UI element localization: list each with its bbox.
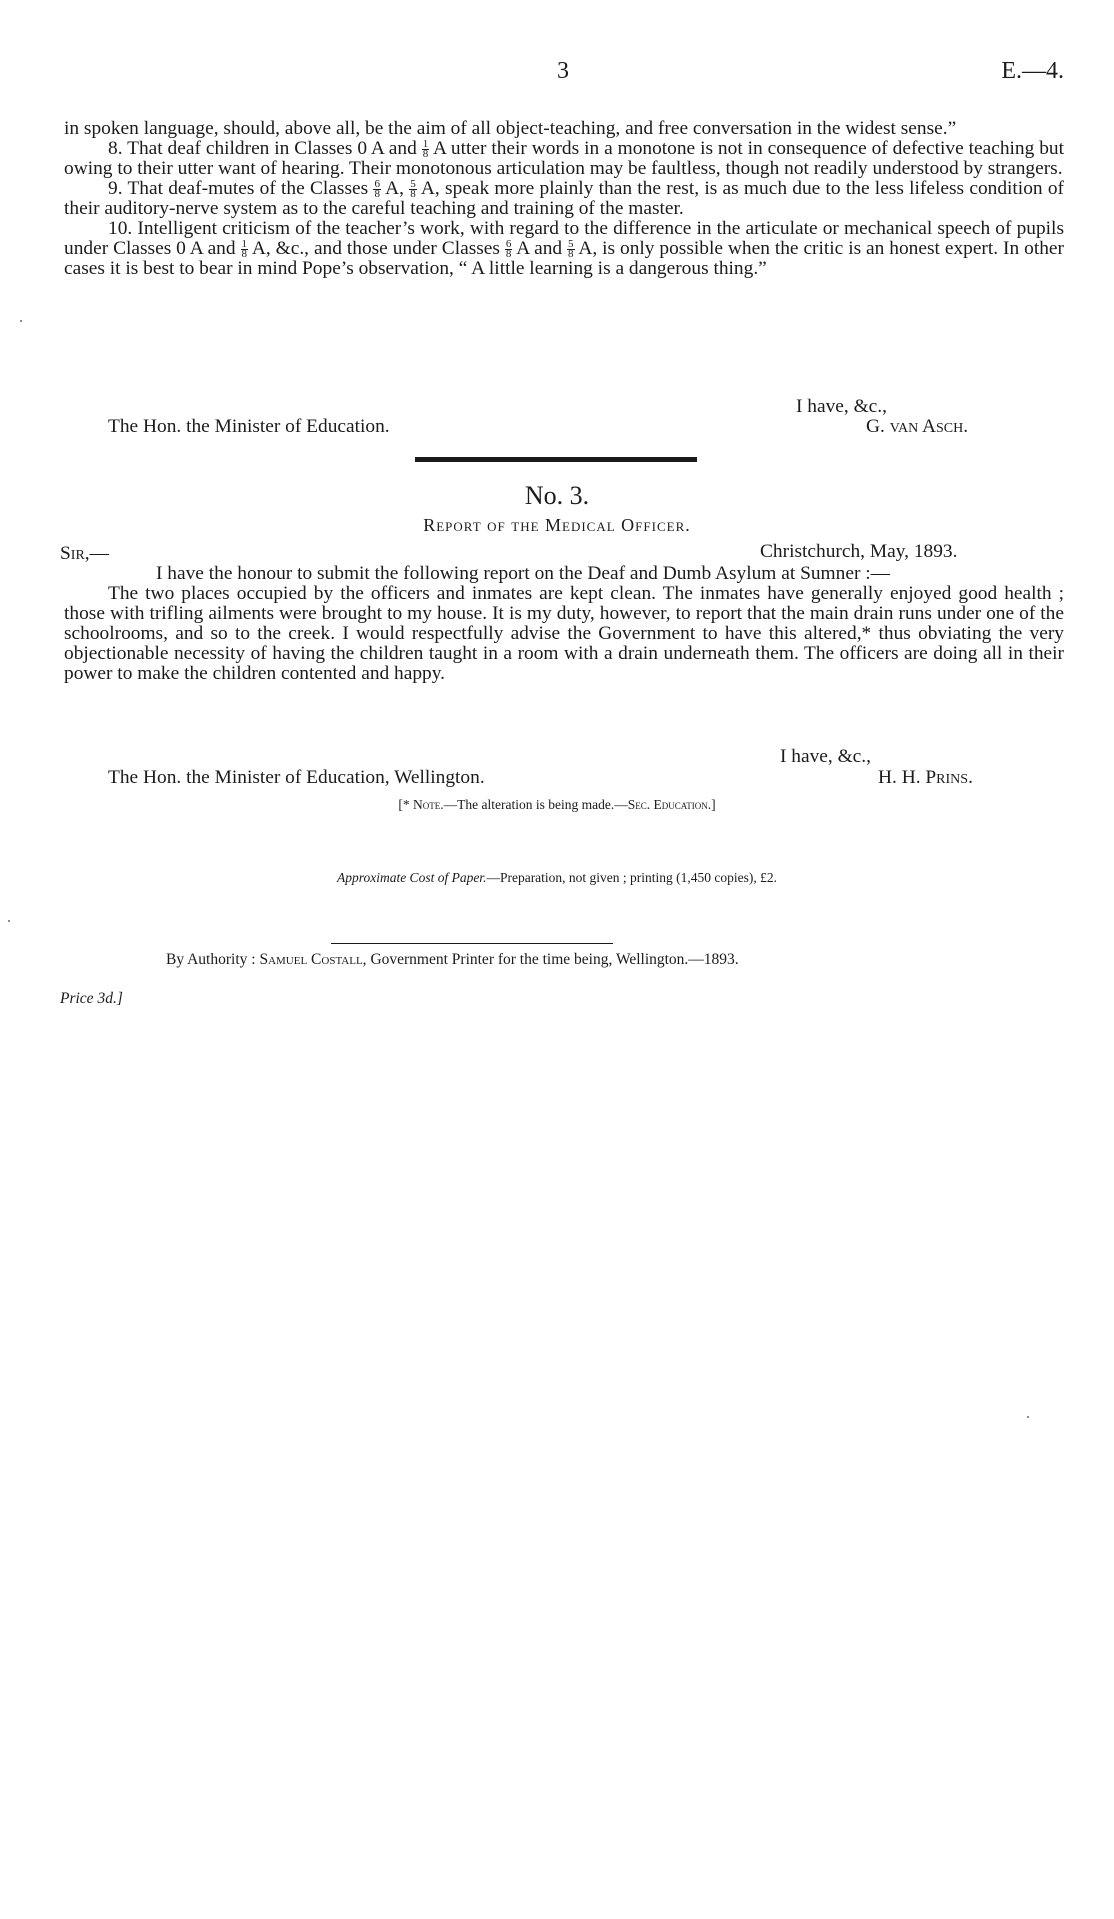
imprint-prefix: By Authority : xyxy=(166,951,260,968)
letter-2-closing: I have, &c., xyxy=(780,746,871,767)
paragraph-10-text-b: A, &c., and those under Classes xyxy=(248,238,505,260)
scan-speck xyxy=(8,920,10,922)
place-date: Christchurch, May, 1893. xyxy=(760,541,958,562)
fraction-denominator: 8 xyxy=(410,188,416,201)
imprint-printer: Samuel Costall, xyxy=(259,951,367,968)
paragraph-9 xyxy=(64,179,1064,219)
letter-2-signature: H. H. Prins. xyxy=(878,767,973,788)
document-reference: E.—4. xyxy=(1001,58,1064,84)
section-title: Report of the Medical Officer. xyxy=(423,515,691,535)
salutation: Sir,— xyxy=(60,543,110,564)
paragraph-10-text-c: A and xyxy=(512,238,568,260)
letter-2-paragraph: The two places occupied by the officers and inmates are kept clean. The inmates have generally enjoyed good health ; those with trifling ailments were brought to my house. It is my duty, however, to report that the main drain runs under one of the schoolrooms, and so to the creek. I would respectfully advise the Government to have this altered,* thus obviating the very objectionable necessity of having the children taught in a room with a drain underneath them. The officers are doing all in their power to make the children contented and happy. xyxy=(64,583,1064,684)
scan-speck xyxy=(1027,1416,1029,1418)
imprint-rule xyxy=(331,943,613,944)
paragraph-8 xyxy=(64,139,1064,179)
paragraph-10-text-a: 10. Intelligent criticism of the teacher’s work, with regard to the difference in the articulate or mechanical speech of pupils under Classes 0 A and xyxy=(64,218,1064,260)
note-source: Sec. Education. xyxy=(627,797,712,812)
paragraph-9-text-b: A, xyxy=(380,178,410,200)
letter-1-body xyxy=(64,119,1064,279)
letter-1-signature: G. van Asch. xyxy=(866,416,969,437)
paragraph-10 xyxy=(64,219,1064,279)
price: Price 3d.] xyxy=(60,990,123,1007)
cost-text: —Preparation, not given ; printing (1,450 copies), £2. xyxy=(486,870,778,885)
editorial-note xyxy=(0,797,1114,813)
letter-1-closing: I have, &c., xyxy=(796,396,887,417)
fraction-denominator: 8 xyxy=(505,248,512,261)
note-text: —The alteration is being made.— xyxy=(443,797,628,812)
fraction xyxy=(241,240,249,259)
printer-imprint xyxy=(166,951,739,969)
fraction-numerator: 1 xyxy=(422,138,429,151)
scan-speck xyxy=(20,320,22,322)
letter-2-intro: I have the honour to submit the following report on the Deaf and Dumb Asylum at Sumner :— xyxy=(156,563,891,584)
note-label: Note. xyxy=(413,797,444,812)
cost-of-paper xyxy=(0,870,1114,886)
fraction-numerator: 1 xyxy=(241,238,247,251)
section-number: No. 3. xyxy=(524,481,590,510)
paragraph-8-text-b: A utter their words in a monotone is not in consequence of defective teaching but owing to their utter want of hearing. Their monotonous articulation may be faultless, though not readily understood by strangers. xyxy=(64,138,1065,180)
imprint-text: Government Printer for the time being, Wellington.—1893. xyxy=(366,951,739,968)
paragraph-9-text-a: 9. That deaf-mutes of the Classes xyxy=(108,178,374,200)
fraction-denominator: 8 xyxy=(422,148,429,161)
fraction-denominator: 8 xyxy=(568,248,574,261)
fraction-denominator: 8 xyxy=(374,188,380,201)
letter-2-addressee: The Hon. the Minister of Education, Wellington. xyxy=(108,767,485,788)
fraction xyxy=(373,180,381,199)
fraction xyxy=(409,180,417,199)
page-number: 3 xyxy=(557,58,569,84)
paragraph-9-text-c: A, speak more plainly than the rest, is as much due to the less lifeless condition of their auditory-nerve system as to the careful teaching and training of the master. xyxy=(64,178,1064,220)
fraction-denominator: 8 xyxy=(241,248,247,261)
fraction-numerator: 5 xyxy=(568,238,574,251)
section-divider xyxy=(415,457,697,462)
fraction-numerator: 6 xyxy=(505,238,512,251)
paragraph-continuation: in spoken language, should, above all, be the aim of all object-teaching, and free conversation in the widest sense.” xyxy=(64,118,957,139)
cost-label: Approximate Cost of Paper. xyxy=(336,870,487,885)
fraction xyxy=(567,240,575,259)
note-suffix: ] xyxy=(711,797,716,812)
paragraph-10-text-d: A, is only possible when the critic is an honest expert. In other cases it is best to bear in mind Pope’s observation, “ A little learning is a dangerous thing.” xyxy=(64,238,1064,280)
note-prefix: [* xyxy=(398,797,414,812)
fraction-numerator: 6 xyxy=(374,178,380,191)
letter-1-addressee: The Hon. the Minister of Education. xyxy=(108,416,390,437)
paragraph-8-text-a: 8. That deaf children in Classes 0 A and xyxy=(108,138,422,159)
letter-2-body xyxy=(64,564,1064,684)
fraction-numerator: 5 xyxy=(410,178,416,191)
